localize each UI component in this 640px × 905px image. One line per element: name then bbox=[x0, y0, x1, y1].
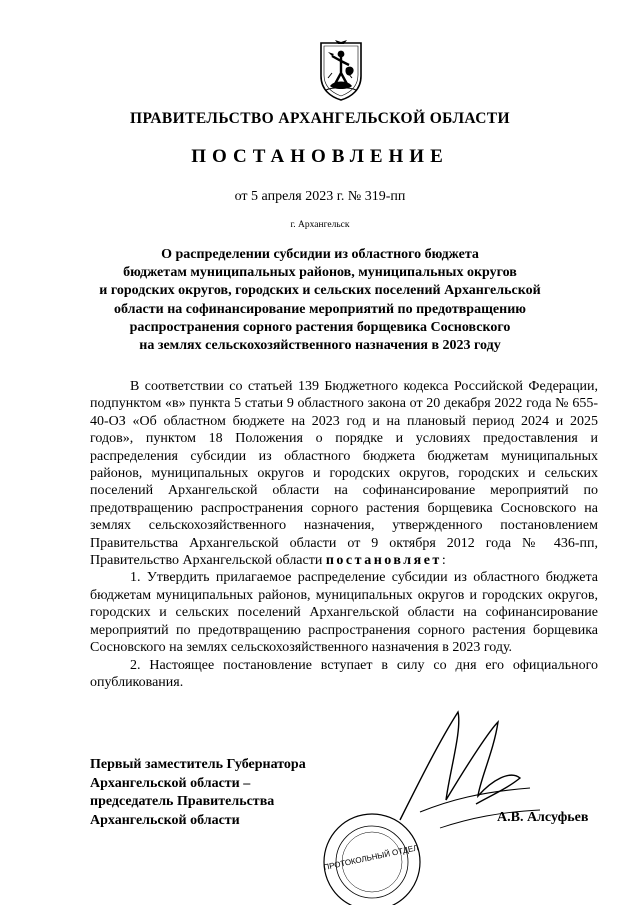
document-title bbox=[0, 246, 640, 355]
document-city: г. Архангельск bbox=[290, 220, 350, 230]
document-type: ПОСТАНОВЛЕНИЕ bbox=[191, 146, 449, 167]
position-line: Первый заместитель Губернатора bbox=[90, 757, 306, 772]
stamp-text: ПРОТОКОЛЬНЫЙ ОТДЕЛ bbox=[322, 843, 420, 873]
preamble-paragraph bbox=[90, 378, 598, 569]
title-line: и городских округов, городских и сельских поселений Архангельской bbox=[99, 283, 541, 299]
government-name: ПРАВИТЕЛЬСТВО АРХАНГЕЛЬСКОЙ ОБЛАСТИ bbox=[129, 110, 510, 127]
position-line: Архангельской области – bbox=[90, 775, 251, 791]
signatory-name: А.В. Алсуфьев bbox=[497, 810, 589, 825]
position-line: Архангельской области bbox=[90, 812, 240, 828]
resolves-word: постановляет bbox=[325, 553, 442, 569]
official-stamp bbox=[306, 800, 436, 905]
item-2-paragraph: 2. Настоящее постановление вступает в силу со дня его официального опубликования. bbox=[90, 657, 598, 690]
position-line: председатель Правительства bbox=[90, 794, 275, 809]
title-line: О распределении субсидии из областного бюджета bbox=[161, 247, 479, 262]
coat-of-arms-icon bbox=[318, 40, 364, 102]
document-date-number: от 5 апреля 2023 г. № 319-пп bbox=[234, 189, 406, 204]
title-line: бюджетам муниципальных районов, муниципальных округов bbox=[123, 265, 517, 281]
title-line: на землях сельскохозяйственного назначения в 2023 году bbox=[139, 338, 501, 354]
title-line: распространения сорного растения борщевика Сосновского bbox=[129, 319, 511, 335]
document-body bbox=[90, 378, 598, 691]
item-1-paragraph: 1. Утвердить прилагаемое распределение субсидии из областного бюджета бюджетам муниципальных районов, муниципальных округов и городских округов, городских и сельских поселений Архангельской области на софинансирование мероприятий по предотвращению распространения сорного растения борщевика Сосновского на землях сельскохозяйственного назначения в 2023 году. bbox=[90, 570, 598, 656]
title-line: области на софинансирование мероприятий по предотвращению bbox=[114, 301, 526, 317]
signatory-position bbox=[90, 756, 306, 830]
preamble-text: В соответствии со статьей 139 Бюджетного кодекса Российской Федерации, подпунктом «в» пункта 5 статьи 9 областного закона от 20 декабря 2022 года № 655-40-ОЗ «Об областном бюджете на 2023 год и на плановый период 2024 и 2025 годов», пунктом 18 Положения о порядке и условиях предоставления и распределения субсидии из областного бюджета бюджетам муниципальных районов, муниципальных округов и городских округов, городских и сельских поселений Архангельской области на софинансирование мероприятий по предотвращению распространения сорного растения борщевика Сосновского на землях сельскохозяйственного назначения, утвержденного постановлением Правительства Архангельской области от 9 октября 2012 года № 436-пп, Правительство Архангельской области bbox=[90, 379, 598, 569]
resolves-colon: : bbox=[441, 553, 446, 569]
